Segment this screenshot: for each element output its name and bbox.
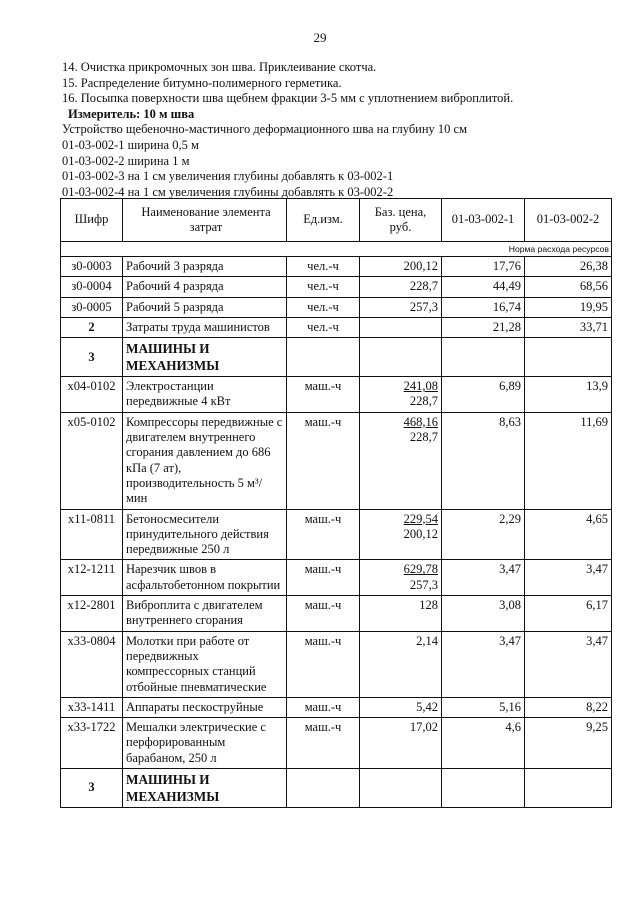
- row-value-2: 68,56: [525, 277, 612, 297]
- row-price: [360, 412, 442, 509]
- row-price: [360, 377, 442, 413]
- header-name: Наименование элемента затрат: [123, 199, 287, 242]
- row-value-1: 2,29: [442, 509, 525, 560]
- header-col1: 01-03-002-1: [442, 199, 525, 242]
- header-price: Баз. цена, руб.: [360, 199, 442, 242]
- section-code: 3: [61, 338, 123, 377]
- row-unit: маш.-ч: [287, 560, 360, 596]
- row-value-2: 26,38: [525, 257, 612, 277]
- row-unit: чел.-ч: [287, 317, 360, 337]
- device-line: 01-03-002-3 на 1 см увеличения глубины добавлять к 03-002-1: [62, 169, 394, 184]
- row-unit: маш.-ч: [287, 631, 360, 697]
- row-price: 2,14: [360, 631, 442, 697]
- row-price: [360, 509, 442, 560]
- row-price: 200,12: [360, 257, 442, 277]
- row-unit: маш.-ч: [287, 377, 360, 413]
- measure-unit: Измеритель: 10 м шва: [68, 106, 195, 121]
- row-code: х12-1211: [61, 560, 123, 596]
- section-name: МАШИНЫ И МЕХАНИЗМЫ: [123, 769, 287, 808]
- row-value-1: 17,76: [442, 257, 525, 277]
- page-number: 29: [313, 30, 327, 45]
- row-name: Рабочий 3 разряда: [123, 257, 287, 277]
- table-row: [61, 412, 612, 509]
- row-price-secondary: 200,12: [403, 526, 438, 541]
- row-unit: маш.-ч: [287, 596, 360, 632]
- row-name: Виброплита с двигателем внутреннего сгорания: [123, 596, 287, 632]
- row-price: 228,7: [360, 277, 442, 297]
- row-value-1: 3,08: [442, 596, 525, 632]
- section-code: 3: [61, 769, 123, 808]
- row-unit: чел.-ч: [287, 257, 360, 277]
- intro-line: 16. Посыпка поверхности шва щебнем фракции 3-5 мм с уплотнением виброплитой.: [62, 91, 514, 106]
- row-code: х11-0811: [61, 509, 123, 560]
- row-code: х33-1722: [61, 718, 123, 769]
- row-value-1: 16,74: [442, 297, 525, 317]
- row-price-secondary: 257,3: [409, 577, 438, 592]
- row-price-secondary: 228,7: [409, 394, 438, 409]
- header-col2: 01-03-002-2: [525, 199, 612, 242]
- row-unit: маш.-ч: [287, 718, 360, 769]
- row-price: 5,42: [360, 697, 442, 717]
- table-row: [61, 631, 612, 697]
- row-name: Рабочий 5 разряда: [123, 297, 287, 317]
- resource-norms-table: [60, 198, 612, 808]
- row-value-1: 21,28: [442, 317, 525, 337]
- section-row: [61, 769, 612, 808]
- device-line: 01-03-002-2 ширина 1 м: [62, 153, 190, 168]
- device-line: 01-03-002-4 на 1 см увеличения глубины добавлять к 03-002-2: [62, 184, 394, 199]
- header-code: Шифр: [61, 199, 123, 242]
- row-name: Молотки при работе от передвижных компрессорных станций отбойные пневматические: [123, 631, 287, 697]
- row-code: з0-0003: [61, 257, 123, 277]
- row-code: х33-0804: [61, 631, 123, 697]
- row-code: х05-0102: [61, 412, 123, 509]
- row-code: 2: [61, 317, 123, 337]
- table-row: [61, 697, 612, 717]
- row-price-main: 229,54: [403, 511, 438, 526]
- row-value-2: 4,65: [525, 509, 612, 560]
- row-unit: чел.-ч: [287, 297, 360, 317]
- norma-label: Норма расхода ресурсов: [61, 242, 612, 257]
- row-value-1: 3,47: [442, 631, 525, 697]
- row-value-1: 4,6: [442, 718, 525, 769]
- row-unit: чел.-ч: [287, 277, 360, 297]
- row-price-main: 241,08: [403, 379, 438, 394]
- row-value-2: 11,69: [525, 412, 612, 509]
- row-unit: маш.-ч: [287, 412, 360, 509]
- row-value-1: 8,63: [442, 412, 525, 509]
- row-unit: маш.-ч: [287, 697, 360, 717]
- row-value-2: 33,71: [525, 317, 612, 337]
- row-code: з0-0005: [61, 297, 123, 317]
- row-name: Аппараты пескоструйные: [123, 697, 287, 717]
- row-value-2: 13,9: [525, 377, 612, 413]
- norma-row: [61, 242, 612, 257]
- row-value-1: 6,89: [442, 377, 525, 413]
- table-row: [61, 560, 612, 596]
- section-row: [61, 338, 612, 377]
- row-price-main: 629,78: [403, 562, 438, 577]
- row-value-1: 3,47: [442, 560, 525, 596]
- row-name: Компрессоры передвижные с двигателем внутреннего сгорания давлением до 686 кПа (7 ат), производительность 5 м³/мин: [123, 412, 287, 509]
- row-value-2: 9,25: [525, 718, 612, 769]
- table-header-row: [61, 199, 612, 242]
- row-price: [360, 560, 442, 596]
- row-value-2: 19,95: [525, 297, 612, 317]
- row-value-2: 3,47: [525, 560, 612, 596]
- device-line: Устройство щебеночно-мастичного деформационного шва на глубину 10 см: [62, 122, 468, 137]
- section-name: МАШИНЫ И МЕХАНИЗМЫ: [123, 338, 287, 377]
- row-price-main: 468,16: [403, 414, 438, 429]
- table-row: [61, 277, 612, 297]
- row-name: Рабочий 4 разряда: [123, 277, 287, 297]
- row-value-2: 8,22: [525, 697, 612, 717]
- device-line: 01-03-002-1 ширина 0,5 м: [62, 137, 199, 152]
- table-row: [61, 257, 612, 277]
- row-price: 128: [360, 596, 442, 632]
- row-name: Нарезчик швов в асфальтобетонном покрытии: [123, 560, 287, 596]
- row-price: 17,02: [360, 718, 442, 769]
- row-value-1: 44,49: [442, 277, 525, 297]
- row-code: х04-0102: [61, 377, 123, 413]
- table-row: [61, 596, 612, 632]
- table-row: [61, 377, 612, 413]
- row-code: х12-2801: [61, 596, 123, 632]
- row-unit: маш.-ч: [287, 509, 360, 560]
- table-row: [61, 297, 612, 317]
- row-name: Мешалки электрические с перфорированным барабаном, 250 л: [123, 718, 287, 769]
- table-row: [61, 509, 612, 560]
- row-name: Бетоносмесители принудительного действия передвижные 250 л: [123, 509, 287, 560]
- intro-line: 15. Распределение битумно-полимерного герметика.: [62, 75, 342, 90]
- intro-text: [62, 60, 612, 200]
- row-price: 257,3: [360, 297, 442, 317]
- machinists-row: [61, 317, 612, 337]
- header-unit: Ед.изм.: [287, 199, 360, 242]
- row-value-2: 3,47: [525, 631, 612, 697]
- row-price-secondary: 228,7: [409, 430, 438, 445]
- row-value-1: 5,16: [442, 697, 525, 717]
- row-price: [360, 317, 442, 337]
- row-code: х33-1411: [61, 697, 123, 717]
- row-name: Затраты труда машинистов: [123, 317, 287, 337]
- row-code: з0-0004: [61, 277, 123, 297]
- row-value-2: 6,17: [525, 596, 612, 632]
- row-name: Электростанции передвижные 4 кВт: [123, 377, 287, 413]
- intro-line: 14. Очистка прикромочных зон шва. Приклеивание скотча.: [62, 60, 377, 74]
- table-row: [61, 718, 612, 769]
